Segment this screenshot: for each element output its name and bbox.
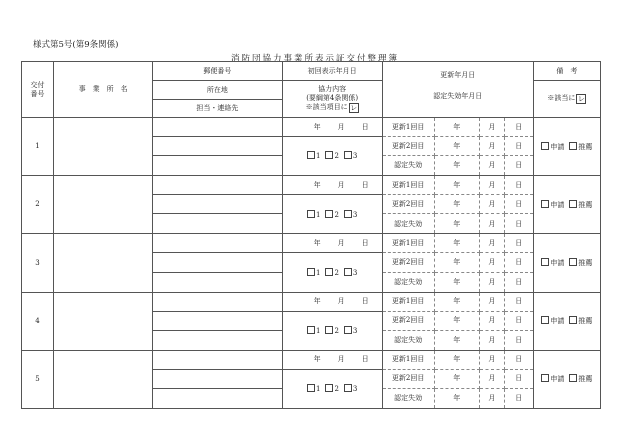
renewal2-year: 年 xyxy=(434,195,479,214)
expiry-month: 月 xyxy=(479,388,504,408)
header-office-name: 事 業 所 名 xyxy=(54,62,153,118)
apply-checkbox[interactable] xyxy=(541,200,549,208)
expiry-label: 認定失効 xyxy=(382,388,434,408)
renewal1-day: 日 xyxy=(504,350,533,369)
check-mark-box: レ xyxy=(350,103,358,112)
renewal2-day: 日 xyxy=(504,253,533,272)
first-display-date-cell: 年 月 日 xyxy=(282,234,382,253)
apply-checkbox[interactable] xyxy=(541,316,549,324)
record-row xyxy=(22,350,601,369)
address-cell xyxy=(153,137,282,156)
expiry-day: 日 xyxy=(504,272,533,292)
option1-checkbox[interactable] xyxy=(307,268,315,276)
option3-checkbox[interactable] xyxy=(344,210,352,218)
record-row xyxy=(22,234,601,253)
renewal1-month: 月 xyxy=(479,234,504,253)
renewal2-label: 更新2回目 xyxy=(382,137,434,156)
renewal1-year: 年 xyxy=(434,118,479,137)
address-cell xyxy=(153,253,282,272)
header-renewal xyxy=(382,62,533,118)
remarks-cell: 申請 推薦 xyxy=(533,118,600,176)
register-body xyxy=(22,62,601,409)
address-cell xyxy=(153,311,282,330)
cooperation-cell: 1 2 3 xyxy=(282,253,382,292)
option1-checkbox[interactable] xyxy=(307,210,315,218)
recommend-checkbox[interactable] xyxy=(569,258,577,266)
record-number: 1 xyxy=(22,118,54,176)
renewal1-month: 月 xyxy=(479,292,504,311)
option2-checkbox[interactable] xyxy=(325,151,333,159)
header-first-display-date: 初回表示年月日 xyxy=(282,62,382,81)
expiry-label: 認定失効 xyxy=(382,156,434,176)
renewal1-label: 更新1回目 xyxy=(382,234,434,253)
contact-cell xyxy=(153,156,282,176)
office-name-cell xyxy=(54,118,153,176)
register-table xyxy=(21,61,601,409)
renewal2-label: 更新2回目 xyxy=(382,311,434,330)
record-number: 5 xyxy=(22,350,54,408)
recommend-checkbox[interactable] xyxy=(569,200,577,208)
header-contact: 担当・連絡先 xyxy=(153,100,282,118)
expiry-day: 日 xyxy=(504,388,533,408)
first-display-date-cell: 年 月 日 xyxy=(282,350,382,369)
cooperation-cell: 1 2 3 xyxy=(282,369,382,408)
document-title: 消防団協力事業所表示証交付整理簿 xyxy=(230,54,399,64)
renewal2-day: 日 xyxy=(504,195,533,214)
header-row xyxy=(22,62,601,81)
header-cooperation-line2: (要綱第4条関係) xyxy=(306,94,359,103)
expiry-day: 日 xyxy=(504,214,533,234)
renewal2-month: 月 xyxy=(479,195,504,214)
renewal1-year: 年 xyxy=(434,292,479,311)
record-number: 2 xyxy=(22,176,54,234)
remarks-cell: 申請 推薦 xyxy=(533,292,600,350)
expiry-year: 年 xyxy=(434,214,479,234)
office-name-cell xyxy=(54,176,153,234)
renewal2-year: 年 xyxy=(434,369,479,388)
record-row xyxy=(22,292,601,311)
option3-checkbox[interactable] xyxy=(344,151,352,159)
cooperation-cell: 1 2 3 xyxy=(282,311,382,350)
renewal1-year: 年 xyxy=(434,176,479,195)
renewal2-day: 日 xyxy=(504,369,533,388)
renewal2-month: 月 xyxy=(479,311,504,330)
check-mark-box: レ xyxy=(577,95,585,104)
renewal1-label: 更新1回目 xyxy=(382,292,434,311)
contact-cell xyxy=(153,388,282,408)
header-postal-code: 郵便番号 xyxy=(153,62,282,81)
apply-checkbox[interactable] xyxy=(541,374,549,382)
expiry-label: 認定失効 xyxy=(382,214,434,234)
first-display-date-cell: 年 月 日 xyxy=(282,292,382,311)
header-number-line2: 番号 xyxy=(30,89,45,98)
renewal2-month: 月 xyxy=(479,253,504,272)
option1-checkbox[interactable] xyxy=(307,384,315,392)
expiry-year: 年 xyxy=(434,388,479,408)
header-notes-hint: ※該当に レ xyxy=(533,81,600,118)
postal-code-cell xyxy=(153,176,282,195)
contact-cell xyxy=(153,330,282,350)
renewal1-day: 日 xyxy=(504,118,533,137)
renewal1-day: 日 xyxy=(504,176,533,195)
expiry-month: 月 xyxy=(479,330,504,350)
option2-checkbox[interactable] xyxy=(325,210,333,218)
header-number xyxy=(22,62,54,118)
renewal2-label: 更新2回目 xyxy=(382,369,434,388)
option3-checkbox[interactable] xyxy=(344,268,352,276)
expiry-month: 月 xyxy=(479,272,504,292)
renewal1-day: 日 xyxy=(504,234,533,253)
record-number: 3 xyxy=(22,234,54,292)
recommend-checkbox[interactable] xyxy=(569,316,577,324)
option1-checkbox[interactable] xyxy=(307,151,315,159)
renewal1-month: 月 xyxy=(479,350,504,369)
postal-code-cell xyxy=(153,118,282,137)
postal-code-cell xyxy=(153,234,282,253)
header-number-line1: 交付 xyxy=(30,80,45,89)
cooperation-cell: 1 2 3 xyxy=(282,137,382,176)
header-expiry-date: 認定失効年月日 xyxy=(433,91,483,100)
postal-code-cell xyxy=(153,350,282,369)
renewal1-label: 更新1回目 xyxy=(382,176,434,195)
expiry-day: 日 xyxy=(504,330,533,350)
renewal2-label: 更新2回目 xyxy=(382,253,434,272)
header-cooperation xyxy=(282,81,382,118)
office-name-cell xyxy=(54,234,153,292)
postal-code-cell xyxy=(153,292,282,311)
expiry-month: 月 xyxy=(479,214,504,234)
renewal2-year: 年 xyxy=(434,311,479,330)
remarks-cell: 申請 推薦 xyxy=(533,176,600,234)
header-cooperation-line3: ※該当項目に レ xyxy=(305,102,358,112)
renewal1-year: 年 xyxy=(434,234,479,253)
remarks-cell: 申請 推薦 xyxy=(533,234,600,292)
option3-checkbox[interactable] xyxy=(344,326,352,334)
expiry-year: 年 xyxy=(434,156,479,176)
expiry-year: 年 xyxy=(434,272,479,292)
renewal1-label: 更新1回目 xyxy=(382,118,434,137)
option2-checkbox[interactable] xyxy=(325,268,333,276)
expiry-year: 年 xyxy=(434,330,479,350)
renewal2-month: 月 xyxy=(479,137,504,156)
renewal2-label: 更新2回目 xyxy=(382,195,434,214)
renewal2-month: 月 xyxy=(479,369,504,388)
renewal1-year: 年 xyxy=(434,350,479,369)
office-name-cell xyxy=(54,350,153,408)
apply-checkbox[interactable] xyxy=(541,142,549,150)
renewal2-day: 日 xyxy=(504,311,533,330)
expiry-label: 認定失効 xyxy=(382,330,434,350)
option3-checkbox[interactable] xyxy=(344,384,352,392)
first-display-date-cell: 年 月 日 xyxy=(282,118,382,137)
recommend-checkbox[interactable] xyxy=(569,374,577,382)
renewal1-label: 更新1回目 xyxy=(382,350,434,369)
header-renewal-date: 更新年月日 xyxy=(440,71,476,79)
option1-checkbox[interactable] xyxy=(307,326,315,334)
header-cooperation-line1: 協力内容 xyxy=(318,85,347,94)
contact-cell xyxy=(153,272,282,292)
expiry-day: 日 xyxy=(504,156,533,176)
recommend-checkbox[interactable] xyxy=(569,142,577,150)
renewal2-year: 年 xyxy=(434,253,479,272)
first-display-date-cell: 年 月 日 xyxy=(282,176,382,195)
header-address: 所在地 xyxy=(153,81,282,100)
header-notes: 備 考 xyxy=(533,62,600,81)
apply-checkbox[interactable] xyxy=(541,258,549,266)
option2-checkbox[interactable] xyxy=(325,326,333,334)
option2-checkbox[interactable] xyxy=(325,384,333,392)
renewal1-day: 日 xyxy=(504,292,533,311)
renewal2-year: 年 xyxy=(434,137,479,156)
form-label: 様式第5号(第9条関係) xyxy=(33,40,119,50)
record-number: 4 xyxy=(22,292,54,350)
address-cell xyxy=(153,369,282,388)
address-cell xyxy=(153,195,282,214)
cooperation-cell: 1 2 3 xyxy=(282,195,382,234)
record-row xyxy=(22,176,601,195)
renewal1-month: 月 xyxy=(479,176,504,195)
renewal1-month: 月 xyxy=(479,118,504,137)
renewal2-day: 日 xyxy=(504,137,533,156)
expiry-label: 認定失効 xyxy=(382,272,434,292)
record-row xyxy=(22,118,601,137)
office-name-cell xyxy=(54,292,153,350)
contact-cell xyxy=(153,214,282,234)
remarks-cell: 申請 推薦 xyxy=(533,350,600,408)
expiry-month: 月 xyxy=(479,156,504,176)
